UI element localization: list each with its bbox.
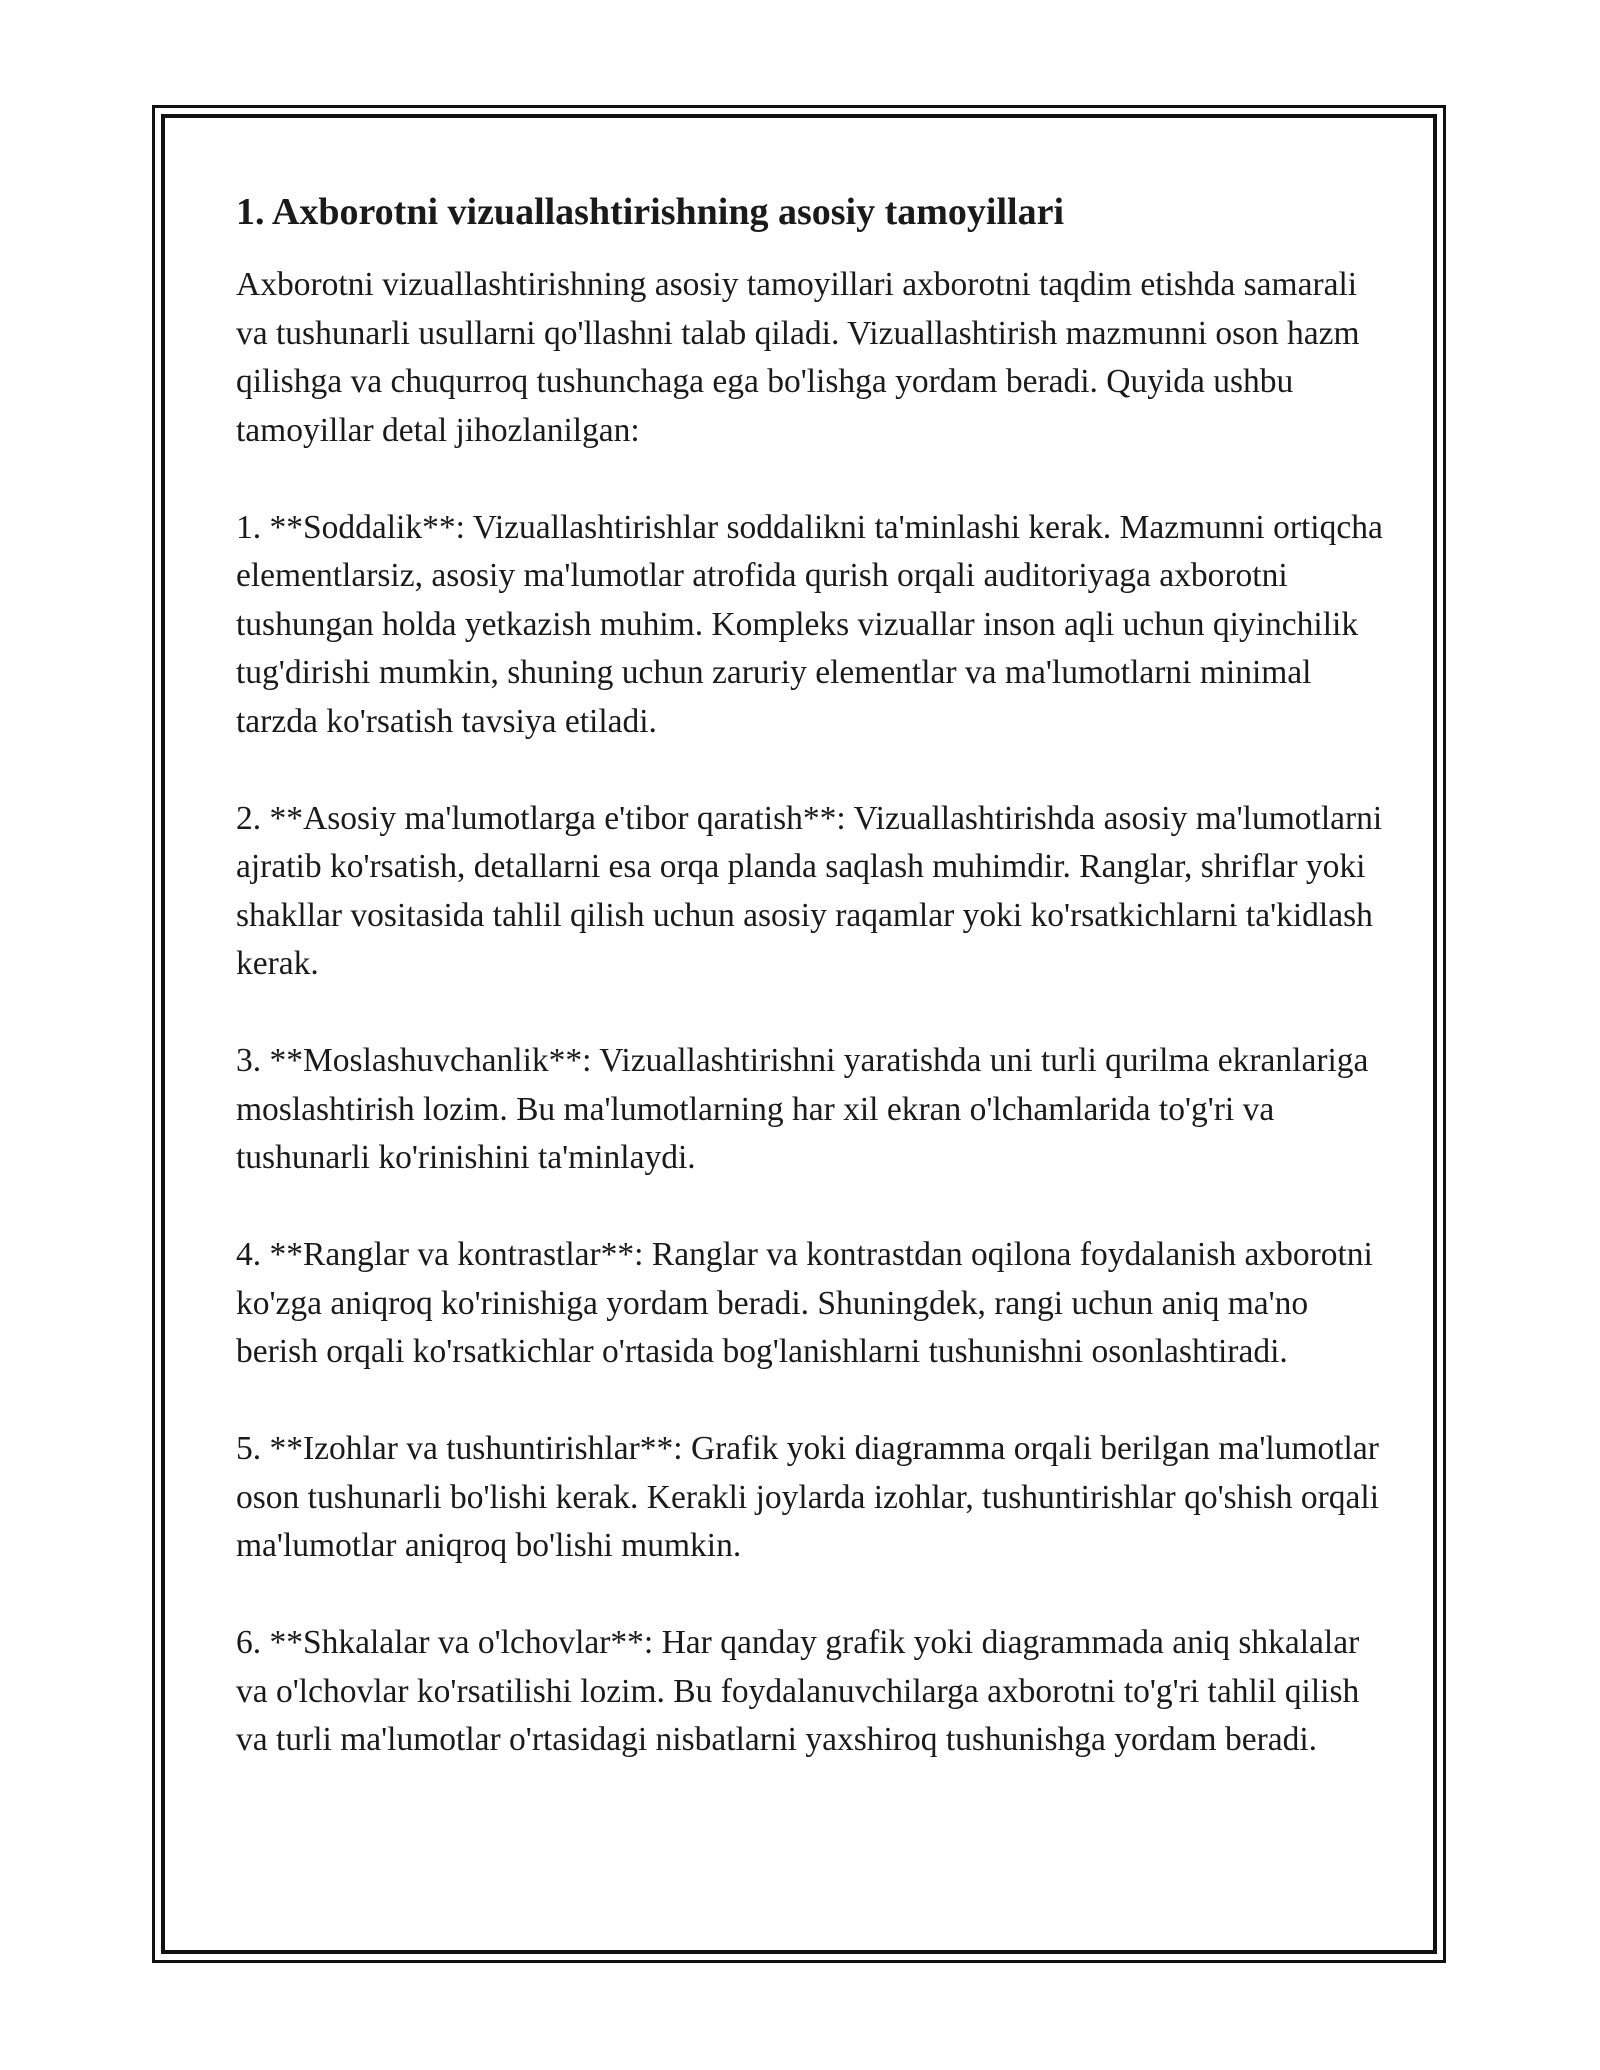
intro-paragraph: Axborotni vizuallashtirishning asosiy tamoyillari axborotni taqdim etishda samarali va tushunarli usullarni qo'llashni talab qiladi. Vizuallashtirish mazmunni oson hazm qilishga va chuqurroq tushunchaga ega bo'lishga yordam beradi. Quyida ushbu tamoyillar detal jihozlanilgan: [236,266,1360,449]
principle-colors-contrast: 4. **Ranglar va kontrastlar**: Ranglar va kontrastdan oqilona foydalanish axborotni ko'zga aniqroq ko'rinishiga yordam beradi. Shuningdek, rangi uchun aniq ma'no berish orqali ko'rsatkichlar o'rtasida bog'lanishlarni tushunishni osonlashtiradi. [236,1236,1373,1370]
principle-annotations: 5. **Izohlar va tushuntirishlar**: Grafik yoki diagramma orqali berilgan ma'lumotlar oson tushunarli bo'lishi kerak. Kerakli joylarda izohlar, tushuntirishlar qo'shish orqali ma'lumotlar aniqroq bo'lishi mumkin. [236,1430,1380,1564]
principle-scales: 6. **Shkalalar va o'lchovlar**: Har qanday grafik yoki diagrammada aniq shkalalar va o'lchovlar ko'rsatilishi lozim. Bu foydalanuvchilarga axborotni to'g'ri tahlil qilish va turli ma'lumotlar o'rtasidagi nisbatlarni yaxshiroq tushunishga yordam beradi. [236,1624,1360,1758]
document-body [236,188,1386,1813]
principle-key-data-focus: 2. **Asosiy ma'lumotlarga e'tibor qaratish**: Vizuallashtirishda asosiy ma'lumotlarni ajratib ko'rsatish, detallarni esa orqa planda saqlash muhimdir. Ranglar, shriflar yoki shakllar vositasida tahlil qilish uchun asosiy raqamlar yoki ko'rsatkichlarni ta'kidlash kerak. [236,799,1383,982]
principle-simplicity: 1. **Soddalik**: Vizuallashtirishlar soddalikni ta'minlashi kerak. Mazmunni ortiqcha elementlarsiz, asosiy ma'lumotlar atrofida qurish orqali auditoriyaga axborotni tushungan holda yetkazish muhim. Kompleks vizuallar inson aqli uchun qiyinchilik tug'dirishi mumkin, shuning uchun zaruriy elementlar va ma'lumotlarni minimal tarzda ko'rsatish tavsiya etiladi. [236,508,1383,740]
section-title: 1. Axborotni vizuallashtirishning asosiy tamoyillari [236,191,1065,233]
principle-adaptability: 3. **Moslashuvchanlik**: Vizuallashtirishni yaratishda uni turli qurilma ekranlariga moslashtirish lozim. Bu ma'lumotlarning har xil ekran o'lchamlarida to'g'ri va tushunarli ko'rinishini ta'minlaydi. [236,1042,1369,1176]
